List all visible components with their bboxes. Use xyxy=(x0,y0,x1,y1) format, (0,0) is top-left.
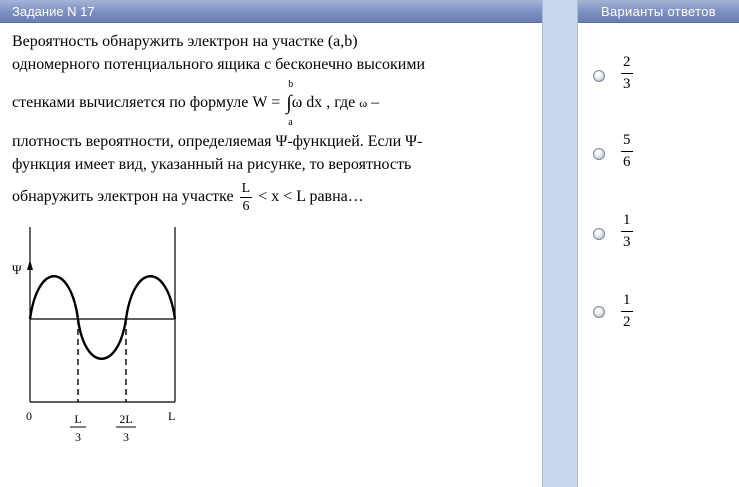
radio-button-1[interactable] xyxy=(593,70,605,82)
answers-title: Варианты ответов xyxy=(601,4,716,19)
answer-option-3[interactable] xyxy=(585,210,735,256)
mark-2l3-den: 3 xyxy=(123,430,129,444)
question-line-6-end: равна… xyxy=(305,188,364,206)
origin-label: 0 xyxy=(26,409,32,423)
integral-symbol xyxy=(286,79,294,129)
question-line-3-start: стенками вычисляется по формуле W = xyxy=(12,94,285,111)
y-axis-arrow-icon xyxy=(27,260,33,270)
answer-option-4[interactable] xyxy=(585,290,735,336)
answer-fraction-3 xyxy=(621,210,633,253)
answer-3-den: 3 xyxy=(623,234,631,250)
radio-button-4[interactable] xyxy=(593,306,605,318)
integral-lower-limit: a xyxy=(288,117,293,129)
radio-button-2[interactable] xyxy=(593,148,605,160)
answer-1-den: 3 xyxy=(623,76,631,92)
answer-4-den: 2 xyxy=(623,314,631,330)
answer-4-num: 1 xyxy=(621,290,633,312)
mark-l3-den: 3 xyxy=(75,430,81,444)
question-line-2: одномерного потенциального ящика с бесконечно высокими xyxy=(12,56,426,73)
answers-header xyxy=(578,0,739,23)
question-line-3 xyxy=(12,79,380,129)
answer-fraction-4 xyxy=(621,290,633,333)
y-axis-label: Ψ xyxy=(12,262,22,277)
range-rest: < x < L xyxy=(254,188,306,206)
answer-option-2[interactable] xyxy=(585,130,735,176)
integral-sign: ∫ xyxy=(286,92,292,115)
panel-divider xyxy=(542,0,578,487)
question-line-6 xyxy=(12,180,364,215)
question-line-4: плотность вероятности, определяемая Ψ-функцией. Если Ψ- xyxy=(12,133,423,150)
range-fraction-den: 6 xyxy=(242,199,250,214)
question-line-1: Вероятность обнаружить электрон на участке (a,b) xyxy=(12,33,358,50)
question-line-3-end: – xyxy=(367,94,380,111)
end-label: L xyxy=(168,409,176,423)
answer-fraction-2 xyxy=(621,130,633,173)
answer-fraction-1 xyxy=(621,52,633,95)
question-line-5: функция имеет вид, указанный на рисунке, то вероятность xyxy=(12,156,412,173)
mark-2l3-num: 2L xyxy=(119,412,133,426)
range-fraction xyxy=(240,180,253,215)
psi-curve xyxy=(30,276,175,359)
answer-option-1[interactable] xyxy=(585,52,735,98)
range-fraction-num: L xyxy=(241,181,251,196)
answer-2-num: 5 xyxy=(621,130,633,152)
task-title: Задание N 17 xyxy=(12,4,95,19)
omega-symbol: ω xyxy=(359,96,368,110)
answer-3-num: 1 xyxy=(621,210,633,232)
answer-1-num: 2 xyxy=(621,52,633,74)
question-line-6-start: обнаружить электрон на участке xyxy=(12,188,238,206)
task-header xyxy=(0,0,542,23)
answer-2-den: 6 xyxy=(623,154,631,170)
radio-button-3[interactable] xyxy=(593,228,605,240)
mark-l3-num: L xyxy=(74,412,82,426)
question-line-3-mid: , где xyxy=(322,94,360,111)
integral-upper-limit: b xyxy=(288,79,294,91)
integrand: ω dx xyxy=(291,94,323,111)
psi-function-graph xyxy=(0,222,200,452)
